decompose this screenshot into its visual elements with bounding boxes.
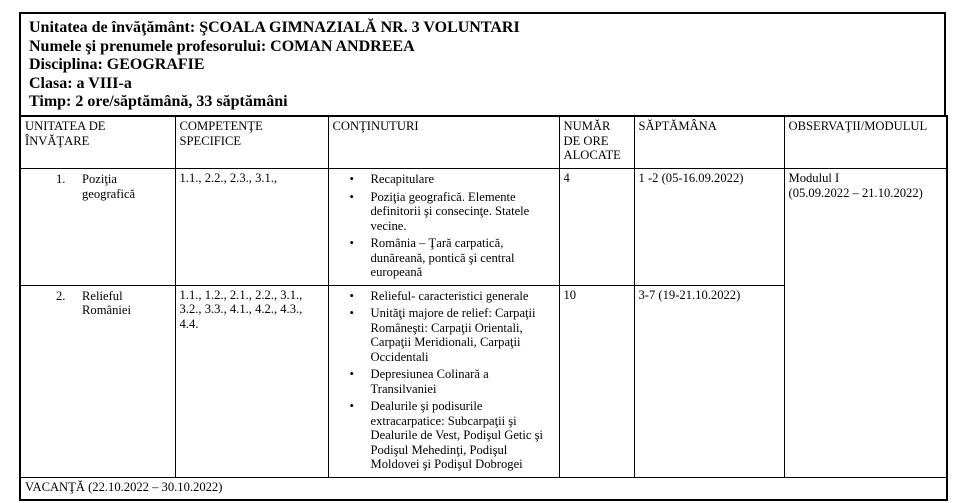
content-item: • România – Ţară carpatică, dunăreană, pontică şi central europeană xyxy=(333,236,555,280)
document-header xyxy=(19,12,946,115)
competences-cell: 1.1., 2.2., 2.3., 3.1., xyxy=(175,169,328,286)
content-item: • Dealurile şi podisurile extracarpatice: Subcarpaţii şi Dealurile de Vest, Podişul Getic şi Podişul Mehedinţi, Podişul Moldovei şi Podişul Dobrogei xyxy=(333,399,555,472)
module-cell xyxy=(784,169,947,478)
content-item: • Relieful- caracteristici generale xyxy=(333,289,555,304)
column-header-hours: NUMĂR DE ORE ALOCATE xyxy=(559,116,634,169)
unit-number: 2. xyxy=(56,288,66,303)
week-cell: 3-7 (19-21.10.2022) xyxy=(634,285,784,477)
school-name-line: Unitatea de învăţământ: ŞCOALA GIMNAZIALĂ NR. 3 VOLUNTARI xyxy=(29,19,520,36)
curriculum-table xyxy=(19,115,948,501)
column-header-competences: COMPETENŢE SPECIFICE xyxy=(175,116,328,169)
teacher-name-line: Numele şi prenumele profesorului: COMAN ANDREEA xyxy=(29,37,415,55)
hours-cell: 4 xyxy=(559,169,634,286)
column-header-contents: CONŢINUTURI xyxy=(328,116,559,169)
content-item: • Recapitulare xyxy=(333,172,555,187)
contents-cell xyxy=(328,169,559,286)
column-header-learning-unit: UNITATEA DE ÎNVĂŢARE xyxy=(20,116,175,169)
unit-cell xyxy=(20,285,175,477)
time-line: Timp: 2 ore/săptămână, 33 săptămâni xyxy=(29,93,288,110)
unit-title: Poziţia geografică xyxy=(82,172,136,201)
table-header-row xyxy=(20,116,947,169)
unit-title: Relieful României xyxy=(82,288,131,317)
module-title: Modulul I xyxy=(788,171,840,185)
unit-number: 1. xyxy=(56,172,66,186)
content-item: • Depresiunea Colinară a Transilvaniei xyxy=(333,367,555,396)
unit-cell xyxy=(20,169,175,286)
vacation-row xyxy=(20,477,947,500)
subject-line: Disciplina: GEOGRAFIE xyxy=(29,56,205,73)
content-item: • Poziţia geografică. Elemente definitorii şi consecinţe. Statele vecine. xyxy=(333,190,555,234)
competences-cell: 1.1., 1.2., 2.1., 2.2., 3.1., 3.2., 3.3., 4.1., 4.2., 4.3., 4.4. xyxy=(175,285,328,477)
class-line: Clasa: a VIII-a xyxy=(29,74,132,92)
week-cell: 1 -2 (05-16.09.2022) xyxy=(634,169,784,286)
module-period: (05.09.2022 – 21.10.2022) xyxy=(788,185,923,200)
column-header-week: SĂPTĂMÂNA xyxy=(634,116,784,169)
hours-cell: 10 xyxy=(559,285,634,477)
column-header-observations: OBSERVAŢII/MODULUL xyxy=(784,116,947,169)
vacation-label: VACANŢĂ (22.10.2022 – 30.10.2022) xyxy=(20,477,947,500)
contents-cell xyxy=(328,285,559,477)
content-item: • Unităţi majore de relief: Carpaţii Româneşti: Carpaţii Orientali, Carpaţii Meridionali, Carpaţii Occidentali xyxy=(333,306,555,364)
lesson-plan-document xyxy=(19,12,946,501)
table-row xyxy=(20,169,947,286)
